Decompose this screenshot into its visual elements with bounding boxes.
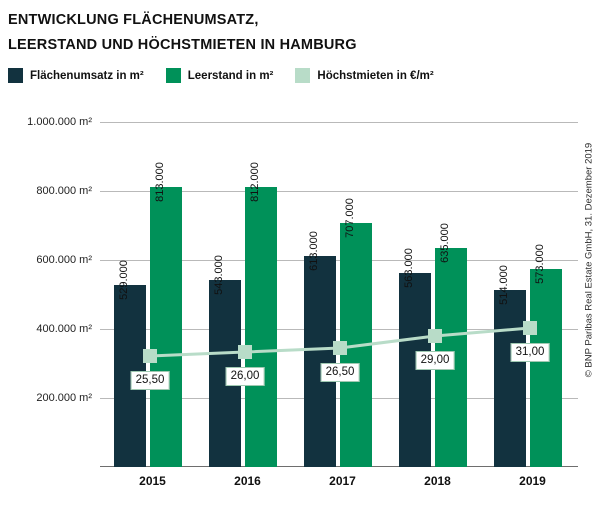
y-tick-label-400000: 400.000 m² xyxy=(36,323,92,335)
source-credit-text: © BNP Paribas Real Estate GmbH, 31. Dezember 2019 xyxy=(583,142,595,378)
x-tick-label-2015: 2015 xyxy=(139,474,166,488)
y-tick-label-800000: 800.000 m² xyxy=(36,185,92,197)
hoechstmieten-line xyxy=(100,122,578,467)
rent-marker-2015[interactable] xyxy=(143,349,157,363)
legend-item-flaechenumsatz xyxy=(8,68,144,83)
rent-value-2018: 29,00 xyxy=(416,351,455,370)
bar-value-leerstand-2019: 573.000 xyxy=(534,244,546,284)
chart-area xyxy=(0,96,600,496)
x-tick-label-2018: 2018 xyxy=(424,474,451,488)
rent-value-2015: 25,50 xyxy=(131,371,170,390)
title-line-2: LEERSTAND UND HÖCHSTMIETEN IN HAMBURG xyxy=(8,37,357,53)
bar-value-leerstand-2016: 812.000 xyxy=(249,162,261,202)
bar-value-leerstand-2015: 813.000 xyxy=(154,162,166,202)
bar-value-leerstand-2018: 635.000 xyxy=(439,223,451,263)
plot-region xyxy=(100,122,578,488)
legend-swatch-hoechstmieten xyxy=(295,68,310,83)
rent-marker-2017[interactable] xyxy=(333,341,347,355)
title-line-1: ENTWICKLUNG FLÄCHENUMSATZ, xyxy=(8,12,259,28)
rent-value-2017: 26,50 xyxy=(321,363,360,382)
x-tick-label-2016: 2016 xyxy=(234,474,261,488)
chart-title xyxy=(8,8,568,58)
legend-label-leerstand: Leerstand in m² xyxy=(187,69,274,82)
bar-value-flaechenumsatz-2017: 613.000 xyxy=(308,231,320,271)
bar-value-flaechenumsatz-2015: 529.000 xyxy=(118,260,130,300)
rent-marker-2018[interactable] xyxy=(428,329,442,343)
legend-item-leerstand xyxy=(166,68,274,83)
y-tick-label-600000: 600.000 m² xyxy=(36,254,92,266)
rent-value-2019: 31,00 xyxy=(511,343,550,362)
x-tick-label-2017: 2017 xyxy=(329,474,356,488)
y-tick-label-200000: 200.000 m² xyxy=(36,392,92,404)
bar-value-flaechenumsatz-2016: 543.000 xyxy=(213,255,225,295)
rent-value-2016: 26,00 xyxy=(226,367,265,386)
rent-marker-2019[interactable] xyxy=(523,321,537,335)
bar-value-leerstand-2017: 707.000 xyxy=(344,198,356,238)
y-tick-label-1000000: 1.000.000 m² xyxy=(27,116,92,128)
legend-swatch-leerstand xyxy=(166,68,181,83)
rent-marker-2016[interactable] xyxy=(238,345,252,359)
x-tick-label-2019: 2019 xyxy=(519,474,546,488)
legend-label-hoechstmieten: Höchstmieten in €/m² xyxy=(317,69,434,82)
bar-value-flaechenumsatz-2019: 514.000 xyxy=(498,265,510,305)
chart-legend xyxy=(8,68,592,83)
legend-item-hoechstmieten xyxy=(295,68,433,83)
source-credit xyxy=(582,130,596,390)
bar-value-flaechenumsatz-2018: 563.000 xyxy=(403,248,415,288)
legend-label-flaechenumsatz: Flächenumsatz in m² xyxy=(30,69,144,82)
legend-swatch-flaechenumsatz xyxy=(8,68,23,83)
